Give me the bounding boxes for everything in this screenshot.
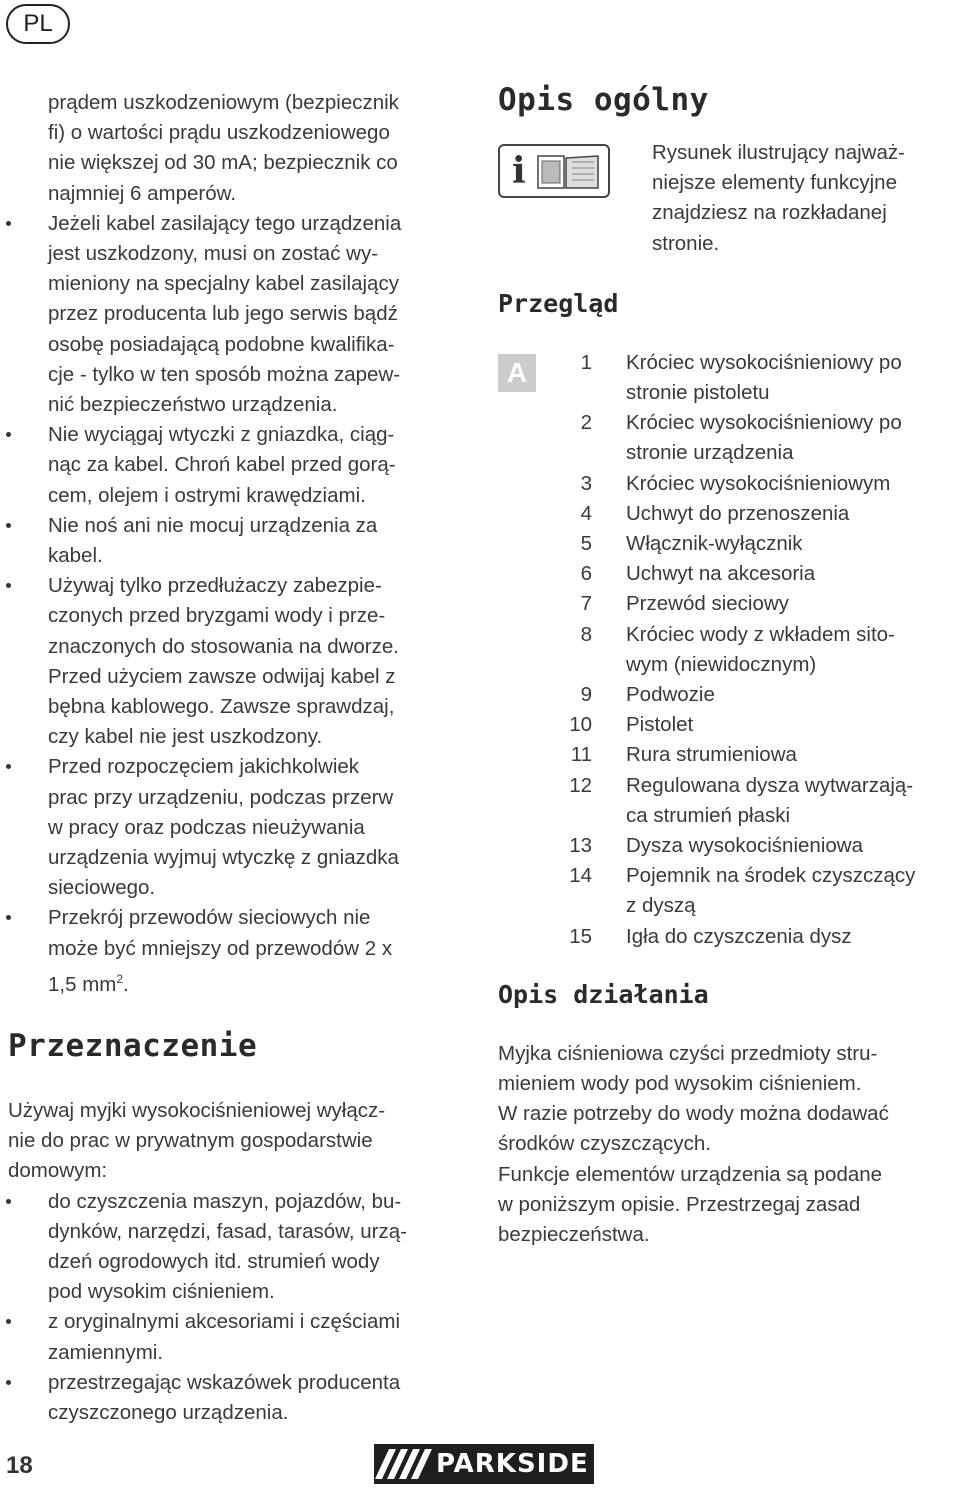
- logo-stripes-icon: [382, 1449, 430, 1479]
- brand-name: PARKSIDE: [436, 1449, 589, 1479]
- page-number: 18: [6, 1452, 33, 1479]
- table-row: [546, 922, 915, 952]
- text-line: może być mniejszy od przewodów 2 x: [48, 936, 393, 960]
- part-number: 10: [569, 713, 592, 737]
- part-number: 6: [580, 562, 592, 586]
- text-line: Nie noś ani nie mocuj urządzenia za: [48, 513, 378, 537]
- text-line: fi) o wartości prądu uszkodzeniowego: [48, 121, 390, 145]
- part-number: 13: [569, 834, 592, 858]
- text-line: Króciec wody z wkładem sito-: [626, 622, 895, 646]
- text-line: domowym:: [8, 1159, 108, 1183]
- table-row: [546, 831, 915, 861]
- text-line: dzeń ogrodowych itd. strumień wody: [48, 1249, 380, 1273]
- part-desc: [626, 469, 915, 499]
- text-line: przez producenta lub jego serwis bądź: [48, 302, 398, 326]
- part-desc: [626, 680, 915, 710]
- text-line: nąc za kabel. Chroń kabel przed gorą-: [48, 453, 396, 477]
- table-row: [546, 771, 915, 831]
- text-line: bębna kablowego. Zawsze sprawdzaj,: [48, 695, 395, 719]
- text-line: pod wysokim ciśnieniem.: [48, 1280, 275, 1304]
- part-number: 9: [580, 683, 592, 707]
- text-line: Króciec wysokociśnieniowym: [626, 471, 891, 495]
- part-number: 2: [580, 411, 592, 435]
- part-desc: [626, 408, 915, 468]
- text-line: prądem uszkodzeniowym (bezpiecznik: [48, 91, 399, 114]
- text-line: znaczonych do stosowania na dworze.: [48, 634, 399, 658]
- parkside-logo: [374, 1444, 594, 1484]
- text-line: nie większej od 30 mA; bezpiecznik co: [48, 151, 398, 175]
- bullet-item: [8, 1368, 468, 1428]
- text-line: Pistolet: [626, 713, 694, 737]
- info-text: [652, 138, 952, 259]
- text-line: niejsze elementy funkcyjne: [652, 171, 897, 195]
- text-line: w pracy oraz podczas nieużywania: [48, 815, 365, 839]
- part-desc: [626, 740, 915, 770]
- part-desc: [626, 348, 915, 408]
- text-line: Rysunek ilustrujący najważ-: [652, 141, 905, 164]
- text-line: Rura strumieniowa: [626, 743, 797, 767]
- table-row: [546, 499, 915, 529]
- language-badge: PL: [6, 4, 70, 44]
- text-line: stronie.: [652, 231, 720, 255]
- intended-use-list: [8, 1187, 468, 1429]
- text-line: najmniej 6 amperów.: [48, 181, 237, 205]
- function-paragraph: [498, 1039, 960, 1250]
- info-i-icon: i: [512, 150, 526, 192]
- text-line: Używaj tylko przedłużaczy zabezpie-: [48, 574, 382, 598]
- text-line: Myjka ciśnieniowa czyści przedmioty stru-: [498, 1041, 878, 1065]
- table-row: [546, 469, 915, 499]
- text-line: czy kabel nie jest uszkodzony.: [48, 725, 323, 749]
- bullet-item: [8, 571, 468, 752]
- text-line: dynków, narzędzi, fasad, tarasów, urzą-: [48, 1219, 407, 1243]
- info-foldout-icon: [498, 144, 610, 198]
- section-heading-opis-dzialania: Opis działania: [498, 979, 709, 1009]
- text-line: nie do prac w prywatnym gospodarstwie: [8, 1129, 373, 1153]
- text-line: znajdziesz na rozkładanej: [652, 201, 887, 225]
- info-note: [498, 138, 960, 259]
- text-line: z oryginalnymi akcesoriami i częściami: [48, 1310, 401, 1334]
- part-desc: [626, 589, 915, 619]
- text-line: Igła do czyszczenia dysz: [626, 924, 852, 948]
- text-line: nić bezpieczeństwo urządzenia.: [48, 393, 338, 417]
- part-number: 7: [580, 592, 592, 616]
- text-line: Pojemnik na środek czyszczący: [626, 864, 916, 888]
- right-column: [498, 82, 960, 1250]
- text-line: Dysza wysokociśnieniowa: [626, 834, 863, 858]
- text-line: Podwozie: [626, 683, 715, 707]
- text-line: cje - tylko w ten sposób można zapew-: [48, 362, 401, 386]
- part-desc: [626, 529, 915, 559]
- table-row: [546, 680, 915, 710]
- bullet-item: [8, 752, 468, 903]
- text-line: sieciowego.: [48, 876, 156, 900]
- text-line: bezpieczeństwa.: [498, 1223, 650, 1247]
- table-row: [546, 348, 915, 408]
- text-line: czyszczonego urządzenia.: [48, 1400, 289, 1424]
- part-number: 14: [569, 864, 592, 888]
- bullet-item: [8, 1307, 468, 1367]
- part-desc: [626, 861, 915, 921]
- text-line: zamiennymi.: [48, 1340, 164, 1364]
- intro-item: [8, 88, 468, 209]
- table-row: [546, 408, 915, 468]
- text-line: w poniższym opisie. Przestrzegaj zasad: [498, 1192, 861, 1216]
- part-number: 15: [569, 924, 592, 948]
- text-line: czonych przed bryzgami wody i prze-: [48, 604, 386, 628]
- text-fragment: .: [123, 972, 129, 996]
- section-heading-opis-ogolny: Opis ogólny: [498, 82, 709, 118]
- bullet-item: [8, 420, 468, 511]
- safety-list: [8, 88, 468, 1000]
- text-line: Przewód sieciowy: [626, 592, 789, 616]
- bullet-item: [8, 1187, 468, 1308]
- text-line: do czyszczenia maszyn, pojazdów, bu-: [48, 1189, 402, 1213]
- text-line: Uchwyt do przenoszenia: [626, 501, 850, 525]
- part-number: 12: [569, 773, 592, 797]
- parts-table: [546, 348, 915, 952]
- text-line: [48, 964, 468, 1000]
- text-line: prac przy urządzeniu, podczas przerw: [48, 785, 394, 809]
- text-line: Nie wyciągaj wtyczki z gniazdka, ciąg-: [48, 423, 395, 447]
- text-line: mieniony na specjalny kabel zasilający: [48, 272, 399, 296]
- table-row: [546, 740, 915, 770]
- part-number: 5: [580, 532, 592, 556]
- left-column: [8, 88, 468, 1428]
- part-desc: [626, 710, 915, 740]
- parts-overview: [498, 348, 960, 952]
- text-line: Przekrój przewodów sieciowych nie: [48, 906, 371, 930]
- table-row: [546, 710, 915, 740]
- text-line: wym (niewidocznym): [626, 652, 817, 676]
- text-line: kabel.: [48, 544, 103, 568]
- part-number: 11: [570, 743, 592, 767]
- part-desc: [626, 771, 915, 831]
- text-line: Używaj myjki wysokociśnieniowej wyłącz-: [8, 1098, 386, 1122]
- table-row: [546, 620, 915, 680]
- text-line: cem, olejem i ostrymi krawędziami.: [48, 483, 366, 507]
- text-line: stronie urządzenia: [626, 441, 794, 465]
- table-row: [546, 559, 915, 589]
- text-line: Uchwyt na akcesoria: [626, 562, 816, 586]
- part-desc: [626, 922, 915, 952]
- text-line: Przed użyciem zawsze odwijaj kabel z: [48, 664, 396, 688]
- part-desc: [626, 831, 915, 861]
- text-line: środków czyszczących.: [498, 1132, 712, 1156]
- text-line: osobę posiadającą podobne kwalifika-: [48, 332, 395, 356]
- text-line: Włącznik-wyłącznik: [626, 532, 803, 556]
- text-line: ca strumień płaski: [626, 803, 791, 827]
- figure-label-a: A: [498, 354, 536, 392]
- text-line: Regulowana dysza wytwarzają-: [626, 773, 914, 797]
- text-line: przestrzegając wskazówek producenta: [48, 1370, 401, 1394]
- text-line: Funkcje elementów urządzenia są podane: [498, 1162, 883, 1186]
- bullet-item: [8, 903, 468, 999]
- superscript: 2: [116, 971, 124, 986]
- foldout-page-icon: [536, 152, 606, 192]
- part-desc: [626, 499, 915, 529]
- text-line: Przed rozpoczęciem jakichkolwiek: [48, 755, 360, 779]
- section-heading-przeznaczenie: Przeznaczenie: [8, 1027, 258, 1064]
- text-line: stronie pistoletu: [626, 381, 770, 405]
- part-number: 1: [580, 350, 592, 374]
- intended-use-paragraph: [8, 1096, 468, 1187]
- text-line: Króciec wysokociśnieniowy po: [626, 411, 902, 435]
- part-desc: [626, 620, 915, 680]
- part-number: 4: [580, 501, 592, 525]
- table-row: [546, 861, 915, 921]
- text-line: urządzenia wyjmuj wtyczkę z gniazdka: [48, 846, 399, 870]
- table-row: [546, 589, 915, 619]
- text-fragment: 1,5 mm: [48, 972, 117, 996]
- text-line: W razie potrzeby do wody można dodawać: [498, 1102, 889, 1126]
- text-line: z dyszą: [626, 894, 696, 918]
- bullet-item: [8, 209, 468, 420]
- text-line: Króciec wysokociśnieniowy po: [626, 350, 902, 374]
- bullet-item: [8, 511, 468, 571]
- part-number: 3: [580, 471, 592, 495]
- text-line: Jeżeli kabel zasilający tego urządzenia: [48, 211, 402, 235]
- section-heading-przeglad: Przegląd: [498, 288, 619, 318]
- text-line: mieniem wody pod wysokim ciśnieniem.: [498, 1072, 862, 1096]
- table-row: [546, 529, 915, 559]
- text-line: jest uszkodzony, musi on zostać wy-: [48, 242, 379, 266]
- part-desc: [626, 559, 915, 589]
- part-number: 8: [580, 622, 592, 646]
